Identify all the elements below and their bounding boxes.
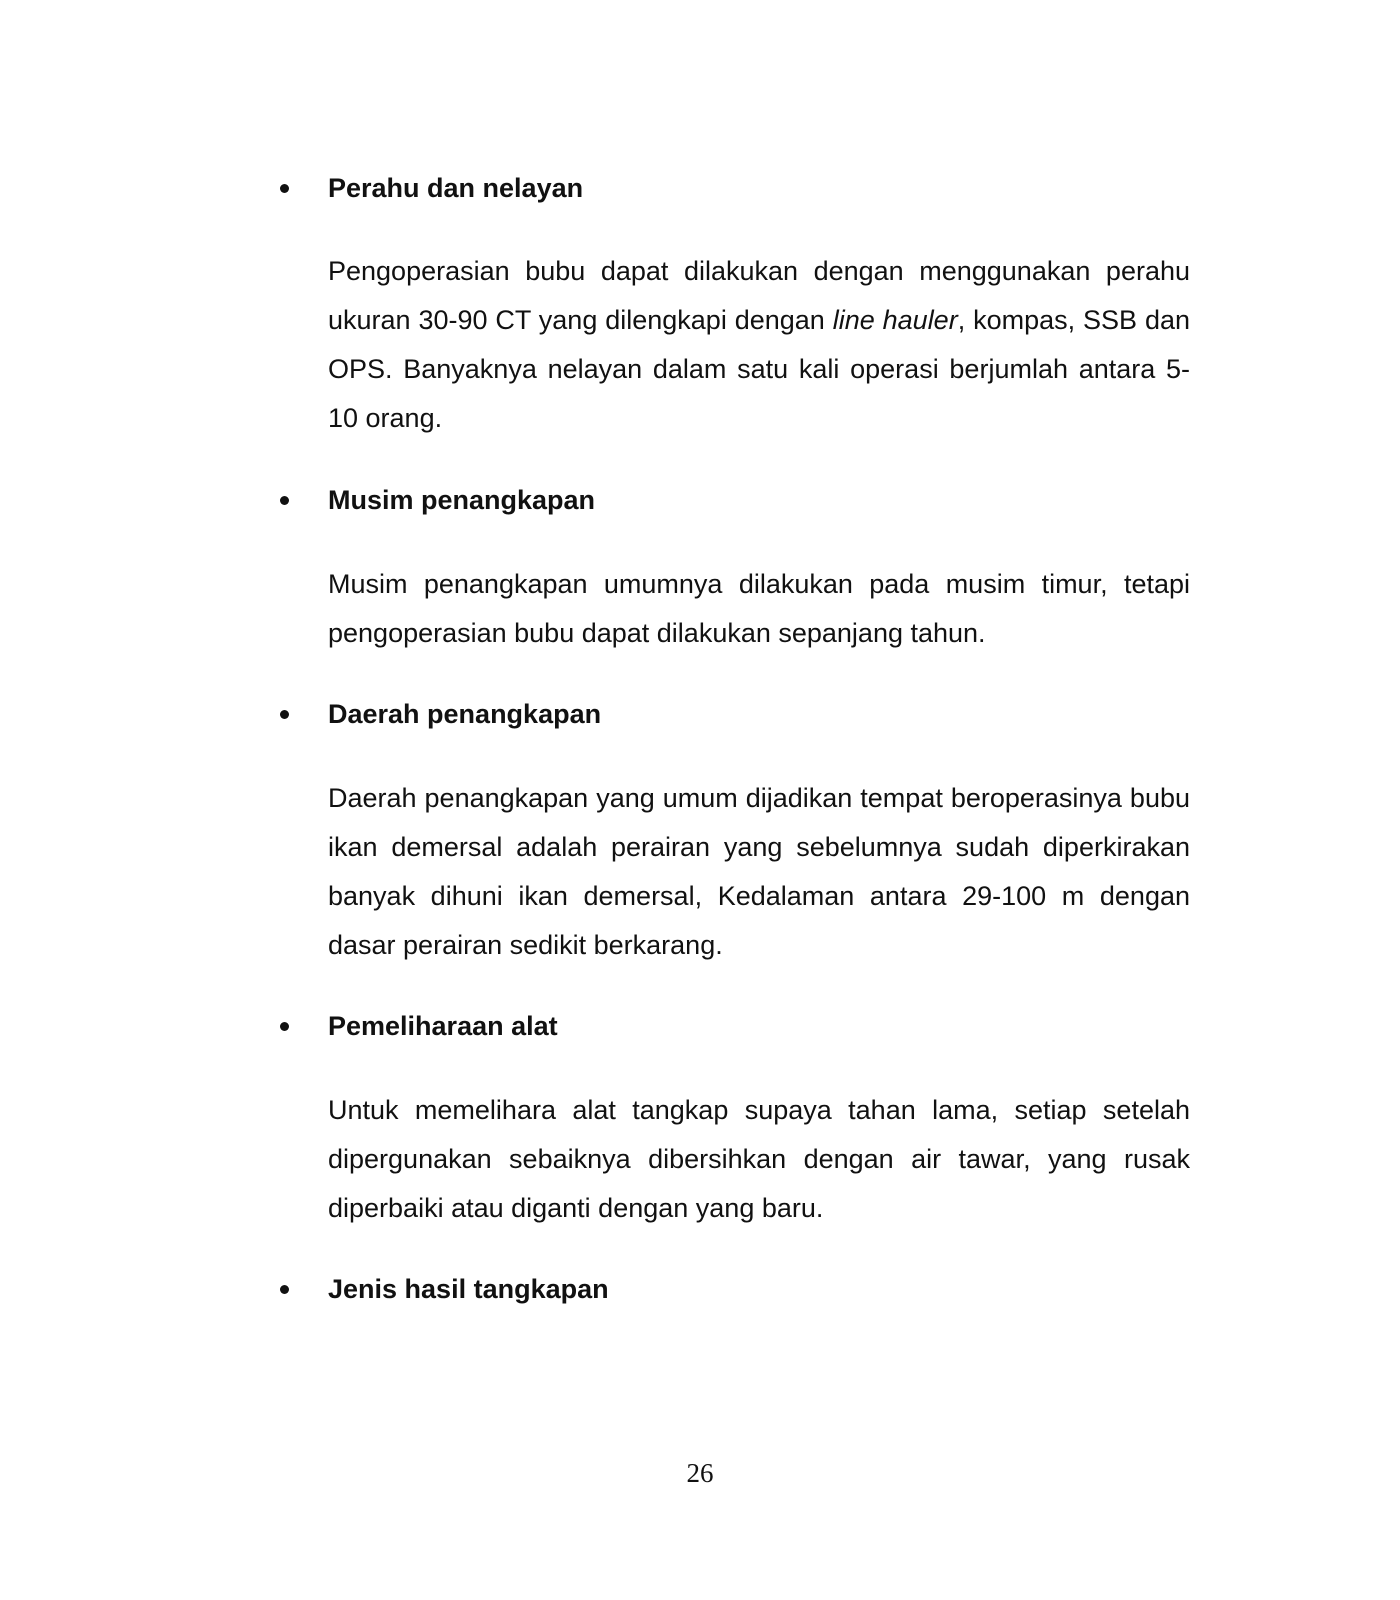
bullet-icon bbox=[280, 1285, 289, 1294]
section-heading: Daerah penangkapan bbox=[328, 699, 602, 729]
italic-term: line hauler bbox=[832, 305, 958, 335]
bullet-icon bbox=[280, 496, 289, 505]
bullet-icon bbox=[280, 1022, 289, 1031]
bullet-icon bbox=[280, 710, 289, 719]
section-paragraph: Untuk memelihara alat tangkap supaya tahan lama, setiap setelah dipergunakan sebaiknya dibersihkan dengan air tawar, yang rusak diperbaiki atau diganti dengan yang baru. bbox=[328, 1095, 1190, 1223]
section-paragraph: Musim penangkapan umumnya dilakukan pada musim timur, tetapi pengoperasian bubu dapat dilakukan sepanjang tahun. bbox=[328, 569, 1190, 648]
section-pemeliharaan-alat bbox=[270, 1008, 1170, 1048]
section-heading: Pemeliharaan alat bbox=[328, 1011, 558, 1041]
section-musim-penangkapan bbox=[270, 482, 1170, 522]
page-number: 26 bbox=[686, 1458, 714, 1488]
bullet-icon bbox=[280, 184, 289, 193]
section-heading: Musim penangkapan bbox=[328, 485, 596, 515]
section-heading: Jenis hasil tangkapan bbox=[328, 1274, 609, 1304]
section-jenis-hasil-tangkapan bbox=[270, 1271, 1170, 1311]
section-paragraph: Daerah penangkapan yang umum dijadikan tempat beroperasinya bubu ikan demersal adalah perairan yang sebelumnya sudah diperkirakan banyak dihuni ikan demersal, Kedalaman antara 29-100 m dengan dasar perairan sedikit berkarang. bbox=[328, 783, 1190, 960]
paragraph-text: Pengoperasian bubu dapat dilakukan dengan menggunakan perahu ukuran 30-90 CT yang dilengkapi dengan bbox=[328, 256, 1190, 335]
section-heading: Perahu dan nelayan bbox=[328, 173, 584, 203]
section-perahu-dan-nelayan bbox=[270, 170, 1170, 210]
paragraph-text: , kompas, SSB dan OPS. Banyaknya nelayan dalam satu kali operasi berjumlah antara 5- 10 orang. bbox=[328, 305, 1190, 433]
section-paragraph bbox=[328, 247, 1190, 443]
section-daerah-penangkapan bbox=[270, 696, 1170, 736]
